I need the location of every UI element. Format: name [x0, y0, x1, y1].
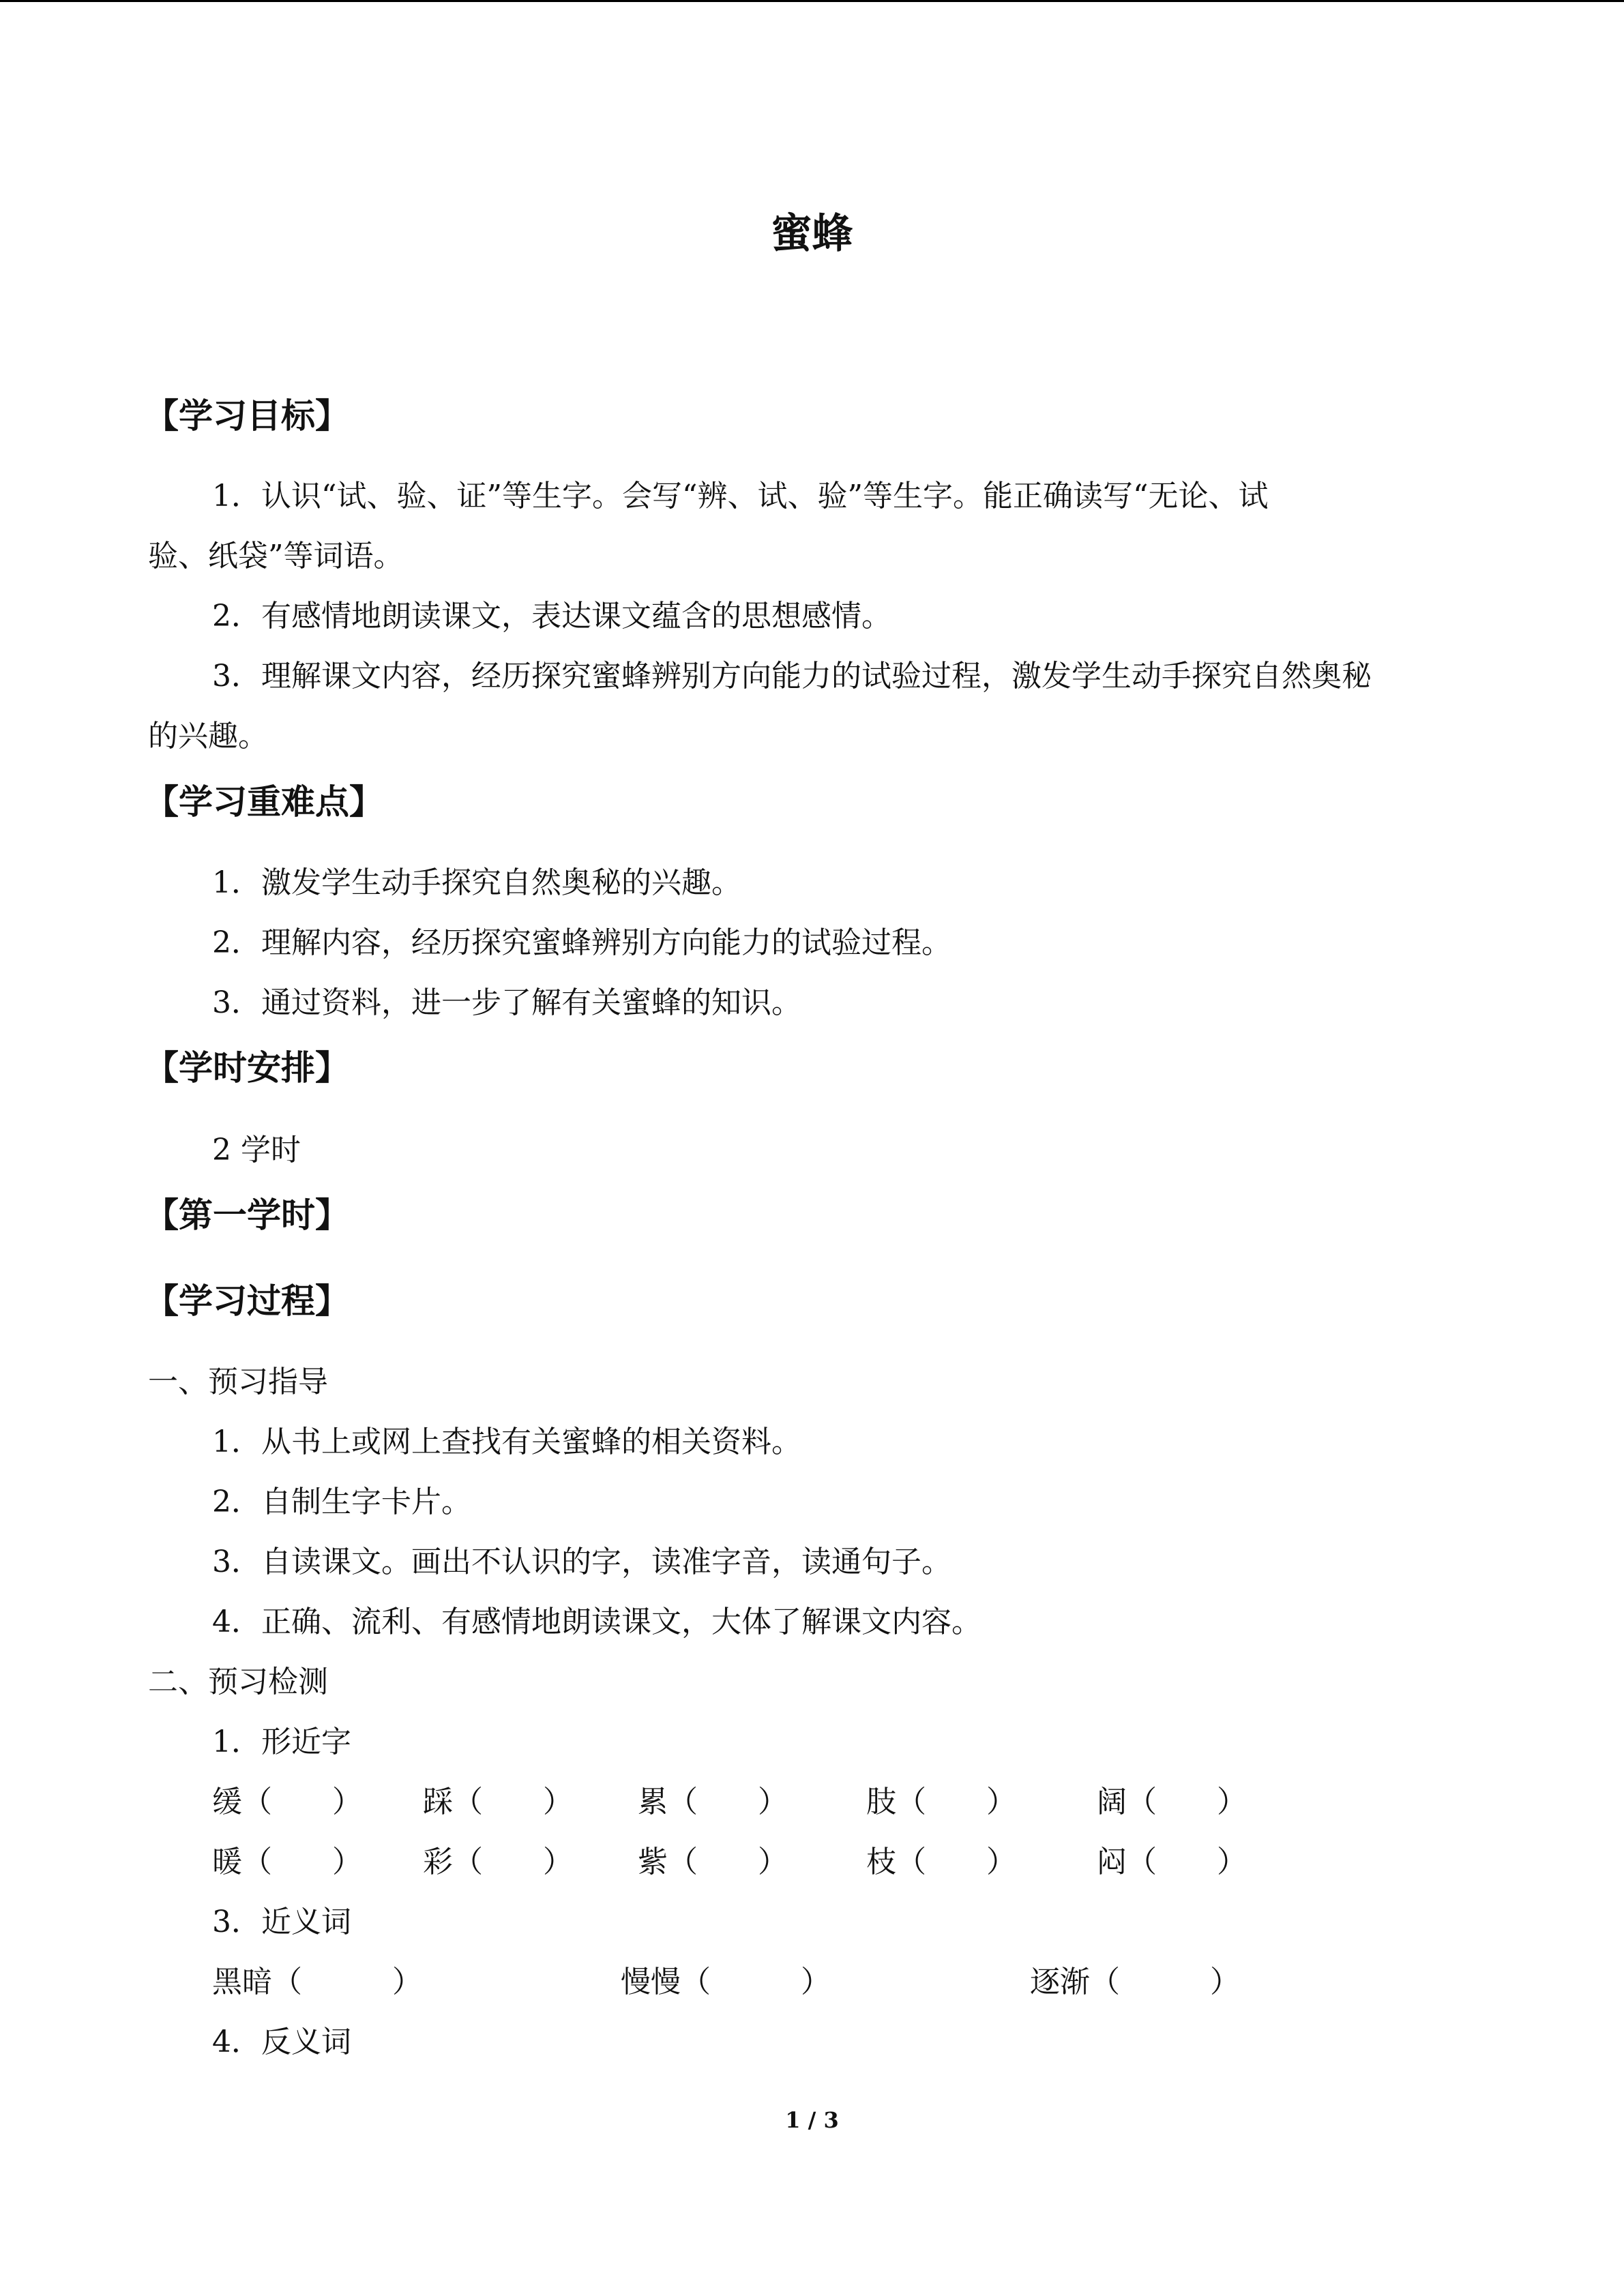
preview-test-label: 二、预习检测: [148, 1665, 328, 1699]
synonym-item: 慢慢（ ）: [621, 1965, 831, 1999]
synonyms-label: 3．近义词: [212, 1905, 351, 1939]
similar-char-item: 阔（ ）: [1097, 1785, 1247, 1819]
goal-item-3-line-1: 3．理解课文内容，经历探究蜜蜂辨别方向能力的试验过程，激发学生动手探究自然奥秘: [212, 659, 1372, 694]
similar-char-item: 缓（ ）: [212, 1785, 362, 1819]
goal-item-1-line-1: 1．认识“试、验、证”等生字。会写“辨、试、验”等生字。能正确读写“无论、试: [212, 479, 1269, 513]
key-point-item-3: 3．通过资料，进一步了解有关蜜蜂的知识。: [212, 985, 801, 1020]
schedule-heading: 【学时安排】: [145, 1048, 349, 1088]
key-point-item-1: 1．激发学生动手探究自然奥秘的兴趣。: [212, 865, 741, 900]
preview-guide-item-1: 1．从书上或网上查找有关蜜蜂的相关资料。: [212, 1425, 801, 1459]
similar-char-item: 暖（ ）: [212, 1845, 362, 1879]
first-period-heading: 【第一学时】: [145, 1195, 349, 1235]
similar-char-item: 枝（ ）: [866, 1845, 1016, 1879]
schedule-text: 2 学时: [212, 1133, 301, 1167]
similar-chars-label: 1．形近字: [212, 1725, 351, 1759]
similar-char-item: 肢（ ）: [866, 1785, 1016, 1819]
preview-guide-item-4: 4．正确、流利、有感情地朗读课文，大体了解课文内容。: [212, 1605, 981, 1639]
synonym-item: 逐渐（ ）: [1030, 1965, 1240, 1999]
antonyms-label: 4．反义词: [212, 2025, 351, 2059]
key-point-item-2: 2．理解内容，经历探究蜜蜂辨别方向能力的试验过程。: [212, 925, 951, 960]
page-number: 1 / 3: [785, 2107, 839, 2133]
goals-heading: 【学习目标】: [145, 396, 349, 436]
goal-item-1-line-2: 验、纸袋”等词语。: [148, 539, 404, 573]
similar-char-item: 彩（ ）: [423, 1845, 573, 1879]
synonym-item: 黑暗（ ）: [212, 1965, 422, 1999]
goal-item-2: 2．有感情地朗读课文，表达课文蕴含的思想感情。: [212, 599, 891, 633]
preview-guide-label: 一、预习指导: [148, 1365, 328, 1399]
page-title: 蜜蜂: [771, 210, 853, 258]
similar-char-item: 闷（ ）: [1097, 1845, 1247, 1879]
similar-char-item: 紫（ ）: [638, 1845, 788, 1879]
preview-guide-item-2: 2．自制生字卡片。: [212, 1485, 471, 1519]
goal-item-3-line-2: 的兴趣。: [148, 719, 268, 754]
key-points-heading: 【学习重难点】: [145, 782, 383, 822]
preview-guide-item-3: 3．自读课文。画出不认识的字，读准字音，读通句子。: [212, 1545, 951, 1579]
similar-char-item: 踩（ ）: [423, 1785, 573, 1819]
similar-char-item: 累（ ）: [638, 1785, 788, 1819]
process-heading: 【学习过程】: [145, 1281, 349, 1321]
